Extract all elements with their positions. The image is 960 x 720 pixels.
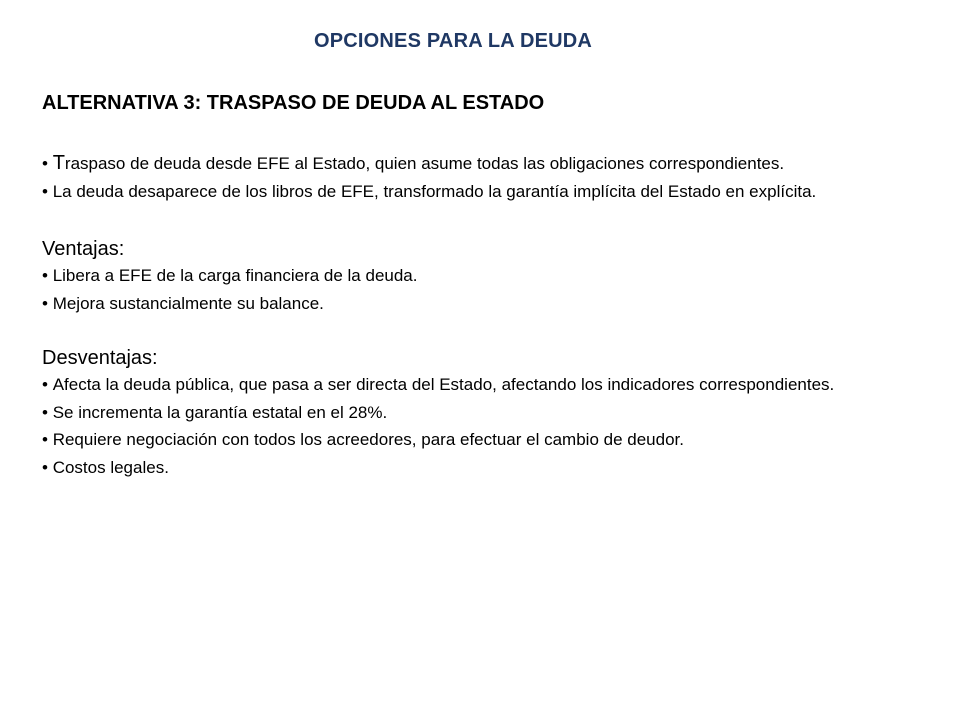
disadvantage-item [42,454,922,482]
advantage-item [42,290,922,318]
disadvantages-heading: Desventajas: [42,347,158,369]
spacer [42,205,922,236]
description-item-text: La deuda desaparece de los libros de EFE, transformado la garantía implícita del Estado en explícita. [52,181,817,201]
advantage-item-text: Libera a EFE de la carga financiera de la deuda. [52,266,418,285]
description-item [42,178,922,206]
description-item-text: raspaso de deuda desde EFE al Estado, quien asume todas las obligaciones correspondientes. [64,154,785,173]
description-item [42,150,922,178]
disadvantage-item-text: Requiere negociación con todos los acreedores, para efectuar el cambio de deudor. [52,430,684,449]
slide-subtitle: ALTERNATIVA 3: TRASPASO DE DEUDA AL ESTADO [42,92,545,114]
slide-title: OPCIONES PARA LA DEUDA [313,30,593,52]
disadvantage-item [42,426,922,454]
disadvantage-item [42,399,922,427]
slide-content [42,90,922,481]
description-item-initial: T [52,152,65,174]
disadvantage-item-text: Se incrementa la garantía estatal en el 28%. [52,402,388,422]
advantage-item-text: Mejora sustancialmente su balance. [52,293,324,313]
advantage-item [42,262,922,290]
disadvantage-item-text: Afecta la deuda pública, que pasa a ser directa del Estado, afectando los indicadores correspondientes. [52,375,835,394]
disadvantage-item-text: Costos legales. [52,457,169,477]
spacer [42,317,922,345]
disadvantage-item [42,371,922,399]
advantages-heading: Ventajas: [42,238,125,260]
